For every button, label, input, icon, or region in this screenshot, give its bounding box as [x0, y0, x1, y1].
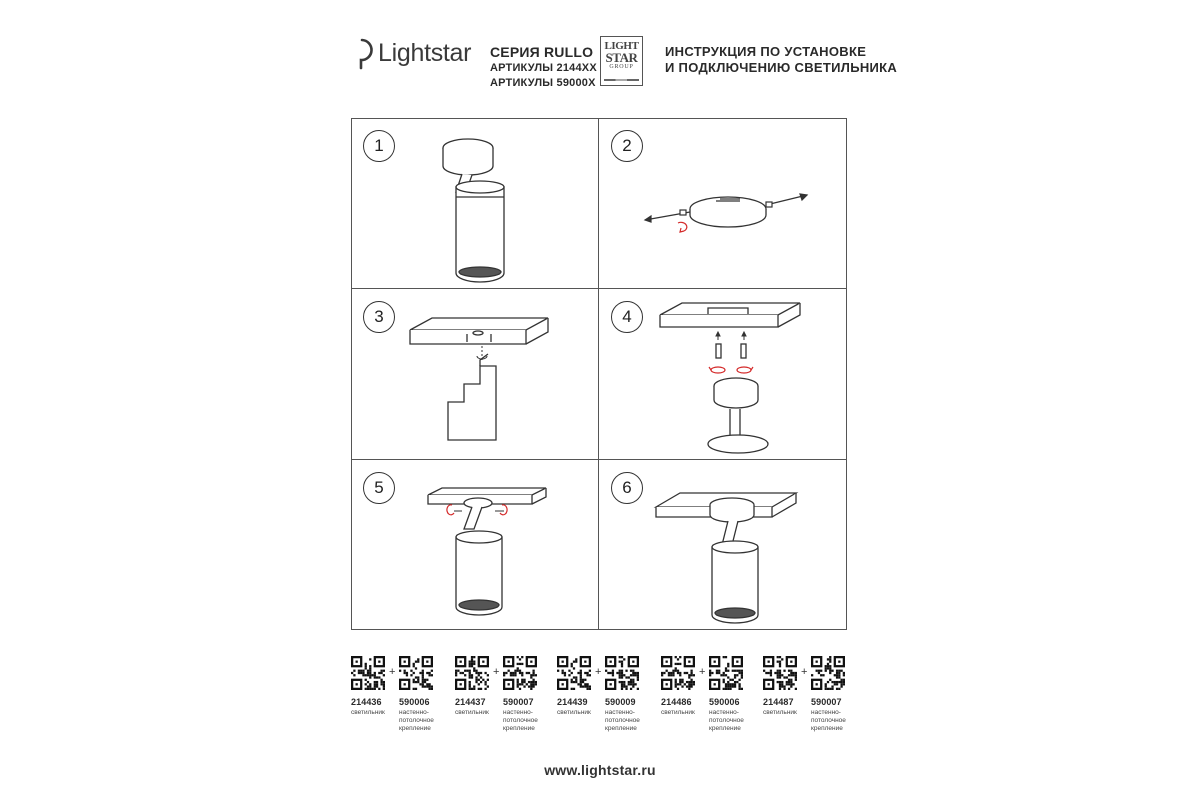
group-logo-line3: GROUP	[609, 64, 634, 70]
luminaire-desc: светильник	[661, 709, 695, 716]
step-4	[600, 290, 847, 460]
series-info	[490, 45, 597, 91]
plus-sign: +	[699, 666, 706, 678]
qr-code-mount[interactable]	[605, 656, 639, 690]
qr-code-icon	[661, 656, 695, 690]
qr-code-icon	[455, 656, 489, 690]
product-pair-2	[455, 656, 551, 746]
lightstar-logo	[348, 34, 478, 80]
qr-code-mount[interactable]	[811, 656, 845, 690]
brand-name: Lightstar	[378, 39, 472, 67]
instruction-title	[665, 44, 897, 76]
luminaire-desc: светильник	[351, 709, 385, 716]
qr-code-icon	[557, 656, 591, 690]
qr-code-luminaire[interactable]	[455, 656, 489, 690]
installed-spotlight-illustration	[600, 461, 847, 631]
qr-code-icon	[399, 656, 433, 690]
lightstar-group-logo	[600, 36, 643, 86]
product-pair-3	[557, 656, 653, 746]
luminaire-desc: светильник	[763, 709, 797, 716]
qr-code-icon	[351, 656, 385, 690]
product-pair-1	[351, 656, 447, 746]
step-6	[600, 461, 847, 631]
group-logo-line2: STAR	[605, 50, 638, 65]
luminaire-desc: светильник	[455, 709, 489, 716]
qr-code-icon	[811, 656, 845, 690]
mount-desc: настенно-потолочное крепление	[709, 709, 744, 732]
fixing-screws-illustration	[352, 461, 599, 631]
luminaire-code: 214486	[661, 697, 692, 707]
mounting-base-to-bracket-illustration	[600, 290, 847, 460]
step-number: 1	[363, 130, 395, 162]
step-number: 2	[611, 130, 643, 162]
qr-code-mount[interactable]	[503, 656, 537, 690]
mount-code: 590007	[811, 697, 842, 707]
mount-code: 590009	[605, 697, 636, 707]
flag-stripe	[604, 79, 639, 81]
assembled-spotlight-illustration	[352, 119, 599, 289]
article-line-2: АРТИКУЛЫ 59000X	[490, 77, 596, 89]
ceiling-plate-and-drill-illustration	[352, 290, 599, 460]
instruction-title-line-2: И ПОДКЛЮЧЕНИЮ СВЕТИЛЬНИКА	[665, 60, 898, 75]
qr-code-luminaire[interactable]	[661, 656, 695, 690]
step-5	[352, 461, 599, 631]
instruction-title-line-1: ИНСТРУКЦИЯ ПО УСТАНОВКЕ	[665, 44, 867, 59]
plus-sign: +	[801, 666, 808, 678]
mount-desc: настенно-потолочное крепление	[811, 709, 846, 732]
mount-desc: настенно-потолочное крепление	[399, 709, 434, 732]
rotate-arrow-icon	[678, 222, 687, 232]
qr-code-luminaire[interactable]	[557, 656, 591, 690]
step-1	[352, 119, 599, 289]
qr-code-luminaire[interactable]	[351, 656, 385, 690]
mount-code: 590007	[503, 697, 534, 707]
luminaire-code: 214436	[351, 697, 382, 707]
step-number: 3	[363, 301, 395, 333]
step-number: 5	[363, 472, 395, 504]
rotate-arrows-icon	[709, 367, 753, 373]
step-2	[600, 119, 847, 289]
luminaire-desc: светильник	[557, 709, 591, 716]
plus-sign: +	[389, 666, 396, 678]
website-link[interactable]: www.lightstar.ru	[544, 762, 656, 778]
luminaire-code: 214439	[557, 697, 588, 707]
step-number: 4	[611, 301, 643, 333]
qr-code-luminaire[interactable]	[763, 656, 797, 690]
qr-code-icon	[503, 656, 537, 690]
mount-code: 590006	[399, 697, 430, 707]
series-title: СЕРИЯ RULLO	[490, 44, 594, 60]
qr-code-mount[interactable]	[709, 656, 743, 690]
mount-code: 590006	[709, 697, 740, 707]
base-plate-with-screws-illustration	[600, 119, 847, 289]
plus-sign: +	[493, 666, 500, 678]
lightbulb-logo-icon	[348, 34, 378, 80]
product-pair-4	[661, 656, 757, 746]
luminaire-code: 214437	[455, 697, 486, 707]
step-3	[352, 290, 599, 460]
step-number: 6	[611, 472, 643, 504]
qr-code-icon	[605, 656, 639, 690]
mount-desc: настенно-потолочное крепление	[503, 709, 538, 732]
product-pair-5	[763, 656, 859, 746]
luminaire-code: 214487	[763, 697, 794, 707]
qr-code-mount[interactable]	[399, 656, 433, 690]
article-line-1: АРТИКУЛЫ 2144XX	[490, 62, 597, 74]
plus-sign: +	[595, 666, 602, 678]
mount-desc: настенно-потолочное крепление	[605, 709, 640, 732]
qr-code-icon	[763, 656, 797, 690]
qr-code-icon	[709, 656, 743, 690]
group-logo-line1: LIGHT	[604, 40, 639, 52]
